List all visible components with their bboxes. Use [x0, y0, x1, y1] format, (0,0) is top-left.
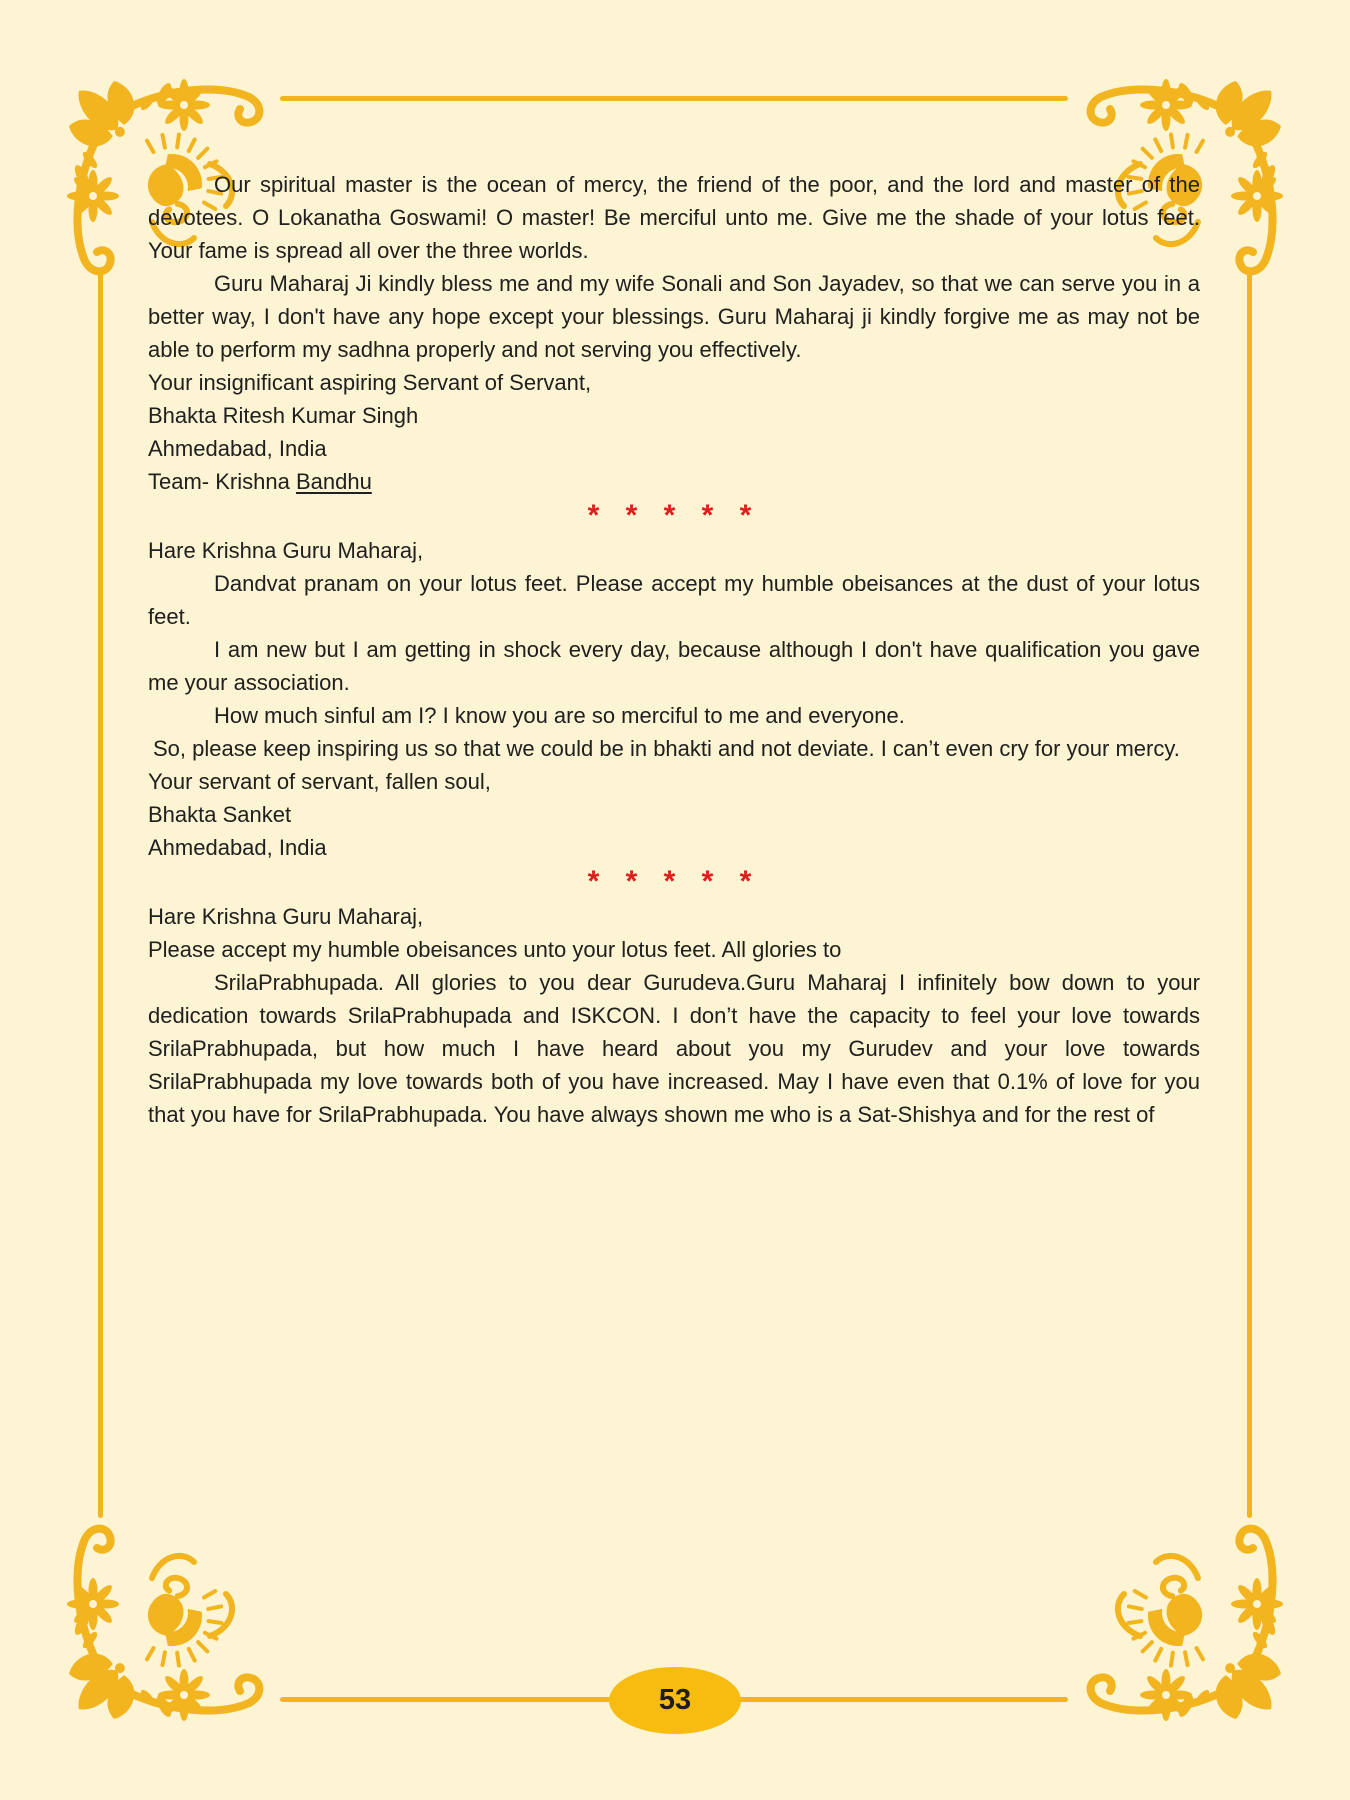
letter-paragraph: So, please keep inspiring us so that we could be in bhakti and not deviate. I can’t even cry for your mercy.: [153, 736, 1180, 761]
signature-team-line: [148, 465, 1200, 498]
asterisk-separator: * * * * *: [587, 865, 761, 898]
signature-location: Ahmedabad, India: [148, 835, 327, 860]
border-line-right: [1247, 268, 1252, 1518]
team-prefix: Team- Krishna: [148, 469, 296, 494]
page-number-badge: [609, 1667, 741, 1734]
letter-paragraph: Dandvat pranam on your lotus feet. Please accept my humble obeisances at the dust of your lotus feet.: [148, 571, 1200, 629]
signature-name: Bhakta Ritesh Kumar Singh: [148, 403, 419, 428]
letter-paragraph: Guru Maharaj Ji kindly bless me and my wife Sonali and Son Jayadev, so that we can serve you in a better way, I don't have any hope except your blessings. Guru Maharaj ji kindly forgive me as may not be able to perform my sadhna properly and not serving you effectively.: [148, 271, 1200, 362]
signature-name: Bhakta Sanket: [148, 802, 292, 827]
signature-line: Your servant of servant, fallen soul,: [148, 769, 491, 794]
salutation-line: Hare Krishna Guru Maharaj,: [148, 904, 424, 929]
floral-corner-ornament-icon: [60, 1513, 275, 1728]
team-name-underlined: Bandhu: [295, 469, 372, 494]
signature-line: Your insignificant aspiring Servant of Servant,: [148, 370, 592, 395]
signature-location: Ahmedabad, India: [148, 436, 327, 461]
page-number: 53: [658, 1684, 692, 1716]
letter-paragraph: SrilaPrabhupada. All glories to you dear Gurudeva.Guru Maharaj I infinitely bow down to your dedication towards SrilaPrabhupada and ISKCON. I don’t have the capacity to feel your love towards SrilaPrabhupada, but how much I have heard about you my Gurudev and your love towards SrilaPrabhupada my love towards both of you have increased. May I have even that 0.1% of love for you that you have for SrilaPrabhupada. You have always shown me who is a Sat-Shishya and for the rest of: [148, 970, 1200, 1127]
letter-paragraph: Please accept my humble obeisances unto your lotus feet. All glories to: [148, 937, 842, 962]
letter-paragraph: I am new but I am getting in shock every day, because although I don't have qualification you gave me your association.: [148, 637, 1200, 695]
letters-text-block: [148, 168, 1200, 1131]
letter-paragraph: Our spiritual master is the ocean of mercy, the friend of the poor, and the lord and master of the devotees. O Lokanatha Goswami! O master! Be merciful unto me. Give me the shade of your lotus feet. Your fame is spread all over the three worlds.: [148, 172, 1200, 263]
salutation-line: Hare Krishna Guru Maharaj,: [148, 538, 424, 563]
asterisk-separator: * * * * *: [587, 499, 761, 532]
floral-corner-ornament-icon: [1075, 1513, 1290, 1728]
border-line-left: [98, 268, 103, 1518]
border-line-top: [280, 96, 1068, 101]
letter-paragraph: How much sinful am I? I know you are so merciful to me and everyone.: [214, 703, 905, 728]
